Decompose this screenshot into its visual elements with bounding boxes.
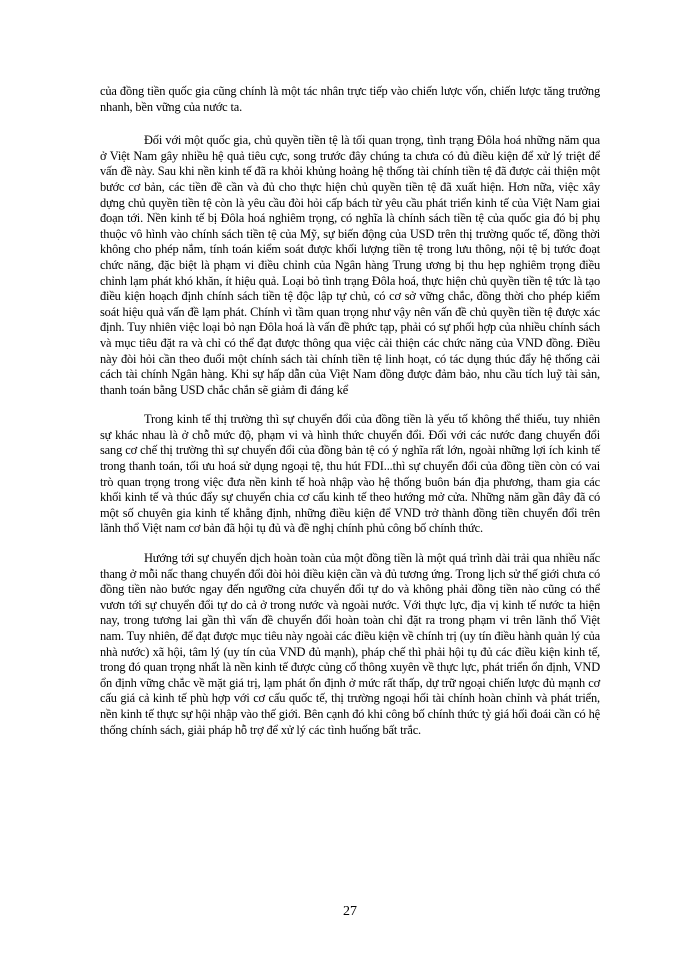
paragraph-4: Hướng tới sự chuyển dịch hoàn toàn của một đồng tiền là một quá trình dài trải qua nhiều nấc thang ở mỗi nấc thang chuyển đổi đòi hỏi điều kiện cần và đủ tương ứng. Trong lịch sử thế giới chưa có đồng tiền nào bước ngay đến ngưỡng cửa chuyển đổi tự do và không phải đồng tiền nào cũng có thể vươn tới sự chuyển đổi tự do cả ở trong nước và ngoài nước. Với thực lực, địa vị kinh tế nước ta hiện nay, trong tương lai gần thì vấn đề chuyển đổi hoàn toàn chỉ đặt ra trong phạm vi trên lãnh thổ Việt nam. Tuy nhiên, để đạt được mục tiêu này ngoài các điều kiện về chính trị (uy tín điều hành quản lý của nhà nước) xã hội, tâm lý (uy tín của VND đủ mạnh), pháp chế thì phải hội tụ đủ các điều kiện kinh tế, trong đó quan trọng nhất là nền kinh tế được củng cố thông xuyên về thực lực, phát triển ổn định, VND ổn định vững chắc về mặt giá trị, lạm phát ổn định ở mức rất thấp, dự trữ ngoại chiến lược đủ mạnh cơ cấu giá cả kinh tế phù hợp với cơ cấu quốc tế, thị trường ngoại hối tài chính hoàn chỉnh và phát triển, nền kinh tế thực sự hội nhập vào thế giới. Bên cạnh đó khi công bố chính thức tỷ giá hối đoái cần có hệ thống chính sách, giải pháp hỗ trợ để xử lý các tình huống bất trắc.	[100, 551, 600, 737]
page-body	[100, 84, 600, 752]
paragraph-1: của đồng tiền quốc gia cũng chính là một tác nhân trực tiếp vào chiến lược vốn, chiến lược tăng trưởng nhanh, bền vững của nước ta.	[100, 84, 600, 114]
page-number: 27	[343, 904, 357, 919]
paragraph-2: Đối với một quốc gia, chủ quyền tiền tệ là tối quan trọng, tình trạng Đôla hoá những năm qua ở Việt Nam gây nhiều hệ quả tiêu cực, song trước đây chúng ta chưa có đủ điều kiện để xử lý triệt để vấn đề này. Sau khi nền kinh tế đã ra khỏi khủng hoảng hệ thống tài chính tiền tệ đã được cải thiện một bước cơ bản, các tiền đề cần và đủ cho thực hiện chủ quyền tiền tệ đã xuất hiện. Hơn nữa, việc xây dựng chủ quyền tiền tệ còn là yêu cầu đòi hỏi cấp bách từ yêu cầu phát triển kinh tế của Việt Nam giai đoạn tới. Nền kinh tế bị Đôla hoá nghiêm trọng, có nghĩa là chính sách tiền tệ của quốc gia đó bị phụ thuộc vô hình vào chính sách tiền tệ của Mỹ, sự biến động của USD trên thị trường quốc tế, đồng thời không cho phép nắm, tính toán kiểm soát được khối lượng tiền tệ trong lưu thông, nội tệ bị tước đoạt chức năng, đặc biệt là phạm vi điều chỉnh của Ngân hàng Trung ương bị thu hẹp nghiêm trọng điều chỉnh lạm phát khó khăn, ít hiệu quả. Loại bỏ tình trạng Đôla hoá, thực hiện chủ quyền tiền tệ tức là tạo điều kiện hoạch định chính sách tiền tệ độc lập tự chủ, có cơ sở vững chắc, đồng thời cho phép kiểm soát hiệu quả vấn đề lạm phát. Chính vì tầm quan trọng như vậy nên vấn đề chủ quyền tiền tệ được xác định. Tuy nhiên việc loại bỏ nạn Đôla hoá là vấn đề phức tạp, phải có sự phối hợp của nhiều chính sách và mục tiêu đặt ra và chỉ có thể đạt được thông qua việc cải thiện các chức năng của VND đồng. Điều này đòi hỏi cần theo đuổi một chính sách tài chính tiền tệ linh hoạt, có tác dụng thúc đẩy hệ thống cải cách tài chính Ngân hàng. Khi sự hấp dẫn của Việt Nam đồng được đảm bảo, nhu cầu tích luỹ tài sản, thanh toán bằng USD chắc chắn sẽ giảm đi đáng kể	[100, 133, 600, 397]
paragraph-3: Trong kinh tế thị trường thì sự chuyển đổi của đồng tiền là yếu tố không thể thiếu, tuy nhiên sự khác nhau là ở chỗ mức độ, phạm vi và hình thức chuyển đổi. Đối với các nước đang chuyển đổi sang cơ chế thị trường thì sự chuyển đổi của đồng bản tệ có ý nghĩa rất lớn, ngoài những lợi ích kinh tế trong thanh toán, tối ưu hoá sử dụng ngoại tệ, thu hút FDI...thì sự chuyển đổi của đồng tiền còn có vai trò quan trọng trong việc đưa nền kinh tế hoà nhập vào hệ thống buôn bán địa phương, tham gia các khối kinh tế và thúc đẩy sự chuyển chia cơ cấu kinh tế theo hướng mở cửa. Những năm gần đây đã có một số chuyên gia kinh tế khẳng định, những điều kiện để VND trở thành đồng tiền chuyển đổi trên lãnh thổ Việt nam cơ bản đã hội tụ đủ và đề nghị chính phủ công bố chính thức.	[100, 412, 600, 536]
